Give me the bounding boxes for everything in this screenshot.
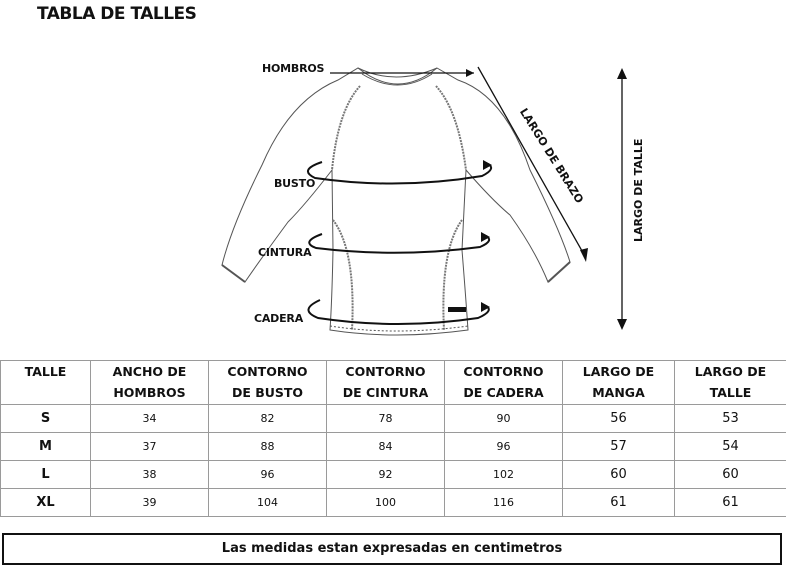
label-hombros: HOMBROS <box>262 62 325 75</box>
header-largo-manga: LARGO DE MANGA <box>563 361 675 405</box>
table-row <box>1 461 786 489</box>
cell-size: M <box>1 433 91 461</box>
garment-tag <box>448 307 466 312</box>
cell-contorno-busto: 104 <box>209 489 327 517</box>
cell-contorno-cintura: 100 <box>327 489 445 517</box>
table-row <box>1 433 786 461</box>
cell-largo-manga: 60 <box>563 461 675 489</box>
table-row <box>1 405 786 433</box>
cell-size: L <box>1 461 91 489</box>
cell-largo-talle: 53 <box>675 405 786 433</box>
header-ancho-hombros: ANCHO DE HOMBROS <box>91 361 209 405</box>
neckline <box>358 68 437 84</box>
cell-ancho-hombros: 34 <box>91 405 209 433</box>
cell-contorno-cadera: 90 <box>445 405 563 433</box>
cell-size: S <box>1 405 91 433</box>
cell-ancho-hombros: 39 <box>91 489 209 517</box>
label-busto: BUSTO <box>274 177 316 190</box>
label-cadera: CADERA <box>254 312 304 325</box>
shirt-outline <box>222 68 570 335</box>
cell-size: XL <box>1 489 91 517</box>
table-row <box>1 489 786 517</box>
units-note: Las medidas estan expresadas en centimetros <box>2 533 782 565</box>
cell-largo-manga: 57 <box>563 433 675 461</box>
header-talle: TALLE <box>1 361 91 405</box>
label-largo-talle: LARGO DE TALLE <box>632 138 645 242</box>
cell-ancho-hombros: 38 <box>91 461 209 489</box>
cell-contorno-cadera: 116 <box>445 489 563 517</box>
header-contorno-busto: CONTORNO DE BUSTO <box>209 361 327 405</box>
header-largo-talle: LARGO DE TALLE <box>675 361 786 405</box>
cell-ancho-hombros: 37 <box>91 433 209 461</box>
header-contorno-cadera: CONTORNO DE CADERA <box>445 361 563 405</box>
cell-contorno-cadera: 96 <box>445 433 563 461</box>
cell-largo-manga: 61 <box>563 489 675 517</box>
cell-contorno-cintura: 78 <box>327 405 445 433</box>
cell-contorno-cadera: 102 <box>445 461 563 489</box>
largo-brazo-line <box>478 67 586 258</box>
size-table <box>0 360 786 517</box>
label-largo-brazo: LARGO DE BRAZO <box>516 106 586 206</box>
header-contorno-cintura: CONTORNO DE CINTURA <box>327 361 445 405</box>
page-title: TABLA DE TALLES <box>37 4 197 24</box>
cell-contorno-busto: 96 <box>209 461 327 489</box>
busto-measure <box>308 162 491 184</box>
table-header-row <box>1 361 786 405</box>
cell-contorno-cintura: 84 <box>327 433 445 461</box>
cell-contorno-busto: 82 <box>209 405 327 433</box>
cell-largo-talle: 61 <box>675 489 786 517</box>
label-cintura: CINTURA <box>258 246 312 259</box>
cell-largo-manga: 56 <box>563 405 675 433</box>
cell-largo-talle: 60 <box>675 461 786 489</box>
cell-largo-talle: 54 <box>675 433 786 461</box>
cell-contorno-cintura: 92 <box>327 461 445 489</box>
cell-contorno-busto: 88 <box>209 433 327 461</box>
